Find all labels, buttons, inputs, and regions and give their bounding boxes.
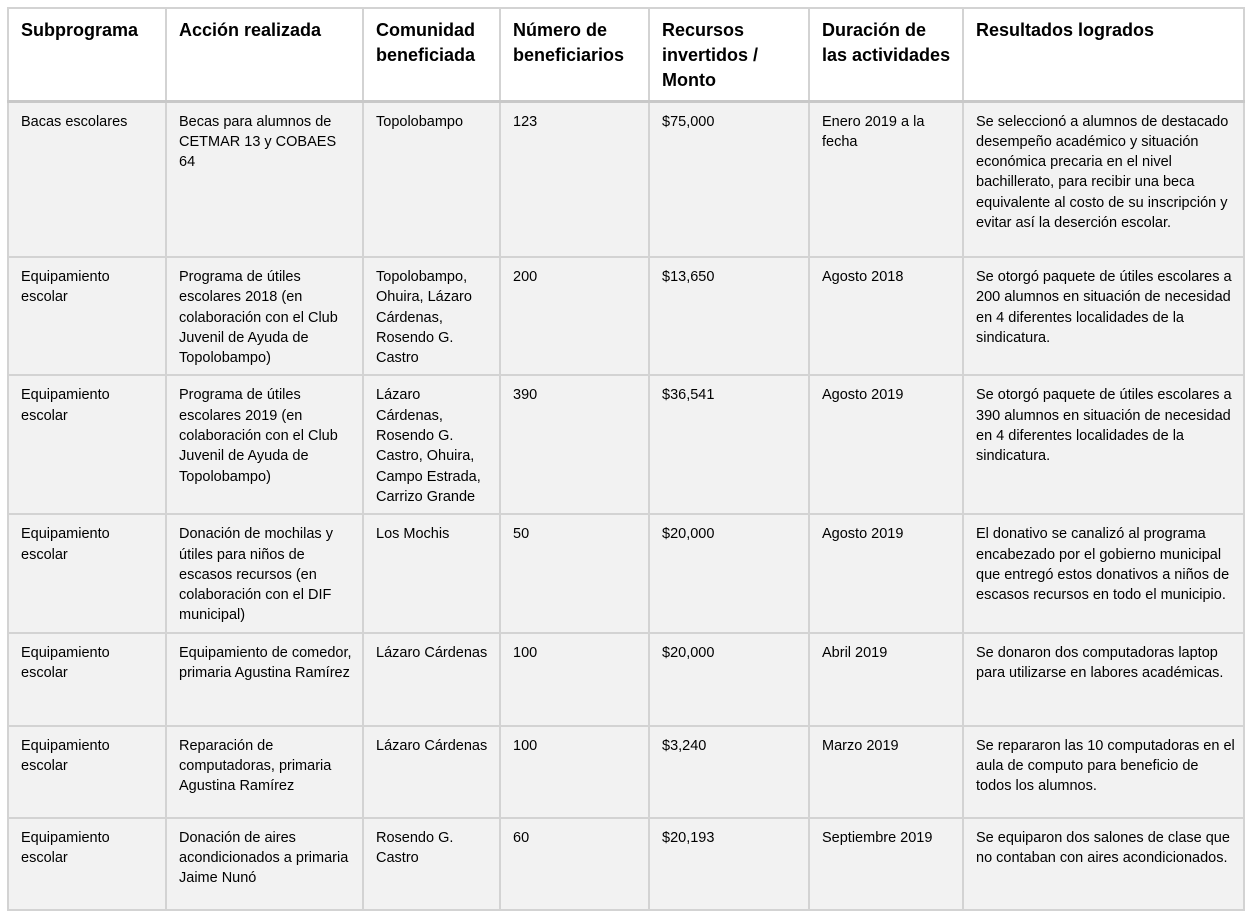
- cell-subprograma: Equipamiento escolar: [8, 375, 166, 514]
- table-header-row: [8, 8, 1244, 101]
- table-row: [8, 726, 1244, 818]
- cell-duracion: Agosto 2019: [809, 514, 963, 632]
- cell-duracion: Agosto 2018: [809, 257, 963, 375]
- cell-resultados: Se otorgó paquete de útiles escolares a 200 alumnos en situación de necesidad en 4 diferentes localidades de la sindicatura.: [963, 257, 1244, 375]
- table-row: [8, 633, 1244, 726]
- header-comunidad: Comunidad beneficiada: [363, 8, 500, 101]
- cell-comunidad: Topolobampo, Ohuira, Lázaro Cárdenas, Rosendo G. Castro: [363, 257, 500, 375]
- cell-monto: $20,193: [649, 818, 809, 910]
- cell-subprograma: Equipamiento escolar: [8, 726, 166, 818]
- cell-monto: $13,650: [649, 257, 809, 375]
- cell-accion: Donación de aires acondicionados a primaria Jaime Nunó: [166, 818, 363, 910]
- cell-beneficiarios: 50: [500, 514, 649, 632]
- cell-monto: $20,000: [649, 514, 809, 632]
- table-row: [8, 818, 1244, 910]
- cell-subprograma: Bacas escolares: [8, 101, 166, 257]
- cell-accion: Reparación de computadoras, primaria Agustina Ramírez: [166, 726, 363, 818]
- header-accion: Acción realizada: [166, 8, 363, 101]
- cell-comunidad: Lázaro Cárdenas: [363, 726, 500, 818]
- cell-duracion: Marzo 2019: [809, 726, 963, 818]
- cell-monto: $75,000: [649, 101, 809, 257]
- cell-accion: Equipamiento de comedor, primaria Agustina Ramírez: [166, 633, 363, 726]
- results-table-container: [7, 7, 1243, 911]
- table-row: [8, 375, 1244, 514]
- header-resultados: Resultados logrados: [963, 8, 1244, 101]
- cell-comunidad: Topolobampo: [363, 101, 500, 257]
- cell-comunidad: Rosendo G. Castro: [363, 818, 500, 910]
- cell-beneficiarios: 390: [500, 375, 649, 514]
- cell-comunidad: Los Mochis: [363, 514, 500, 632]
- cell-comunidad: Lázaro Cárdenas: [363, 633, 500, 726]
- cell-resultados: El donativo se canalizó al programa encabezado por el gobierno municipal que entregó estos donativos a niños de escasos recursos en todo el municipio.: [963, 514, 1244, 632]
- header-duracion: Duración de las actividades: [809, 8, 963, 101]
- cell-beneficiarios: 100: [500, 726, 649, 818]
- cell-resultados: Se seleccionó a alumnos de destacado desempeño académico y situación económica precaria en el nivel bachillerato, para recibir una beca equivalente al costo de su inscripción y evitar así la deserción escolar.: [963, 101, 1244, 257]
- cell-accion: Programa de útiles escolares 2018 (en colaboración con el Club Juvenil de Ayuda de Topolobampo): [166, 257, 363, 375]
- header-monto: Recursos invertidos / Monto: [649, 8, 809, 101]
- cell-subprograma: Equipamiento escolar: [8, 257, 166, 375]
- cell-accion: Programa de útiles escolares 2019 (en colaboración con el Club Juvenil de Ayuda de Topolobampo): [166, 375, 363, 514]
- cell-duracion: Abril 2019: [809, 633, 963, 726]
- cell-duracion: Enero 2019 a la fecha: [809, 101, 963, 257]
- cell-subprograma: Equipamiento escolar: [8, 818, 166, 910]
- cell-beneficiarios: 60: [500, 818, 649, 910]
- cell-accion: Donación de mochilas y útiles para niños de escasos recursos (en colaboración con el DIF municipal): [166, 514, 363, 632]
- cell-monto: $20,000: [649, 633, 809, 726]
- cell-accion: Becas para alumnos de CETMAR 13 y COBAES 64: [166, 101, 363, 257]
- table-row: [8, 101, 1244, 257]
- table-row: [8, 514, 1244, 632]
- cell-resultados: Se otorgó paquete de útiles escolares a 390 alumnos en situación de necesidad en 4 diferentes localidades de la sindicatura.: [963, 375, 1244, 514]
- cell-resultados: Se donaron dos computadoras laptop para utilizarse en labores académicas.: [963, 633, 1244, 726]
- cell-resultados: Se repararon las 10 computadoras en el aula de computo para beneficio de todos los alumnos.: [963, 726, 1244, 818]
- cell-resultados: Se equiparon dos salones de clase que no contaban con aires acondicionados.: [963, 818, 1244, 910]
- cell-subprograma: Equipamiento escolar: [8, 514, 166, 632]
- cell-monto: $3,240: [649, 726, 809, 818]
- header-beneficiarios: Número de beneficiarios: [500, 8, 649, 101]
- cell-subprograma: Equipamiento escolar: [8, 633, 166, 726]
- cell-comunidad: Lázaro Cárdenas, Rosendo G. Castro, Ohuira, Campo Estrada, Carrizo Grande: [363, 375, 500, 514]
- cell-beneficiarios: 123: [500, 101, 649, 257]
- header-subprograma: Subprograma: [8, 8, 166, 101]
- results-table: [7, 7, 1245, 911]
- cell-duracion: Agosto 2019: [809, 375, 963, 514]
- cell-beneficiarios: 100: [500, 633, 649, 726]
- table-row: [8, 257, 1244, 375]
- cell-monto: $36,541: [649, 375, 809, 514]
- cell-duracion: Septiembre 2019: [809, 818, 963, 910]
- cell-beneficiarios: 200: [500, 257, 649, 375]
